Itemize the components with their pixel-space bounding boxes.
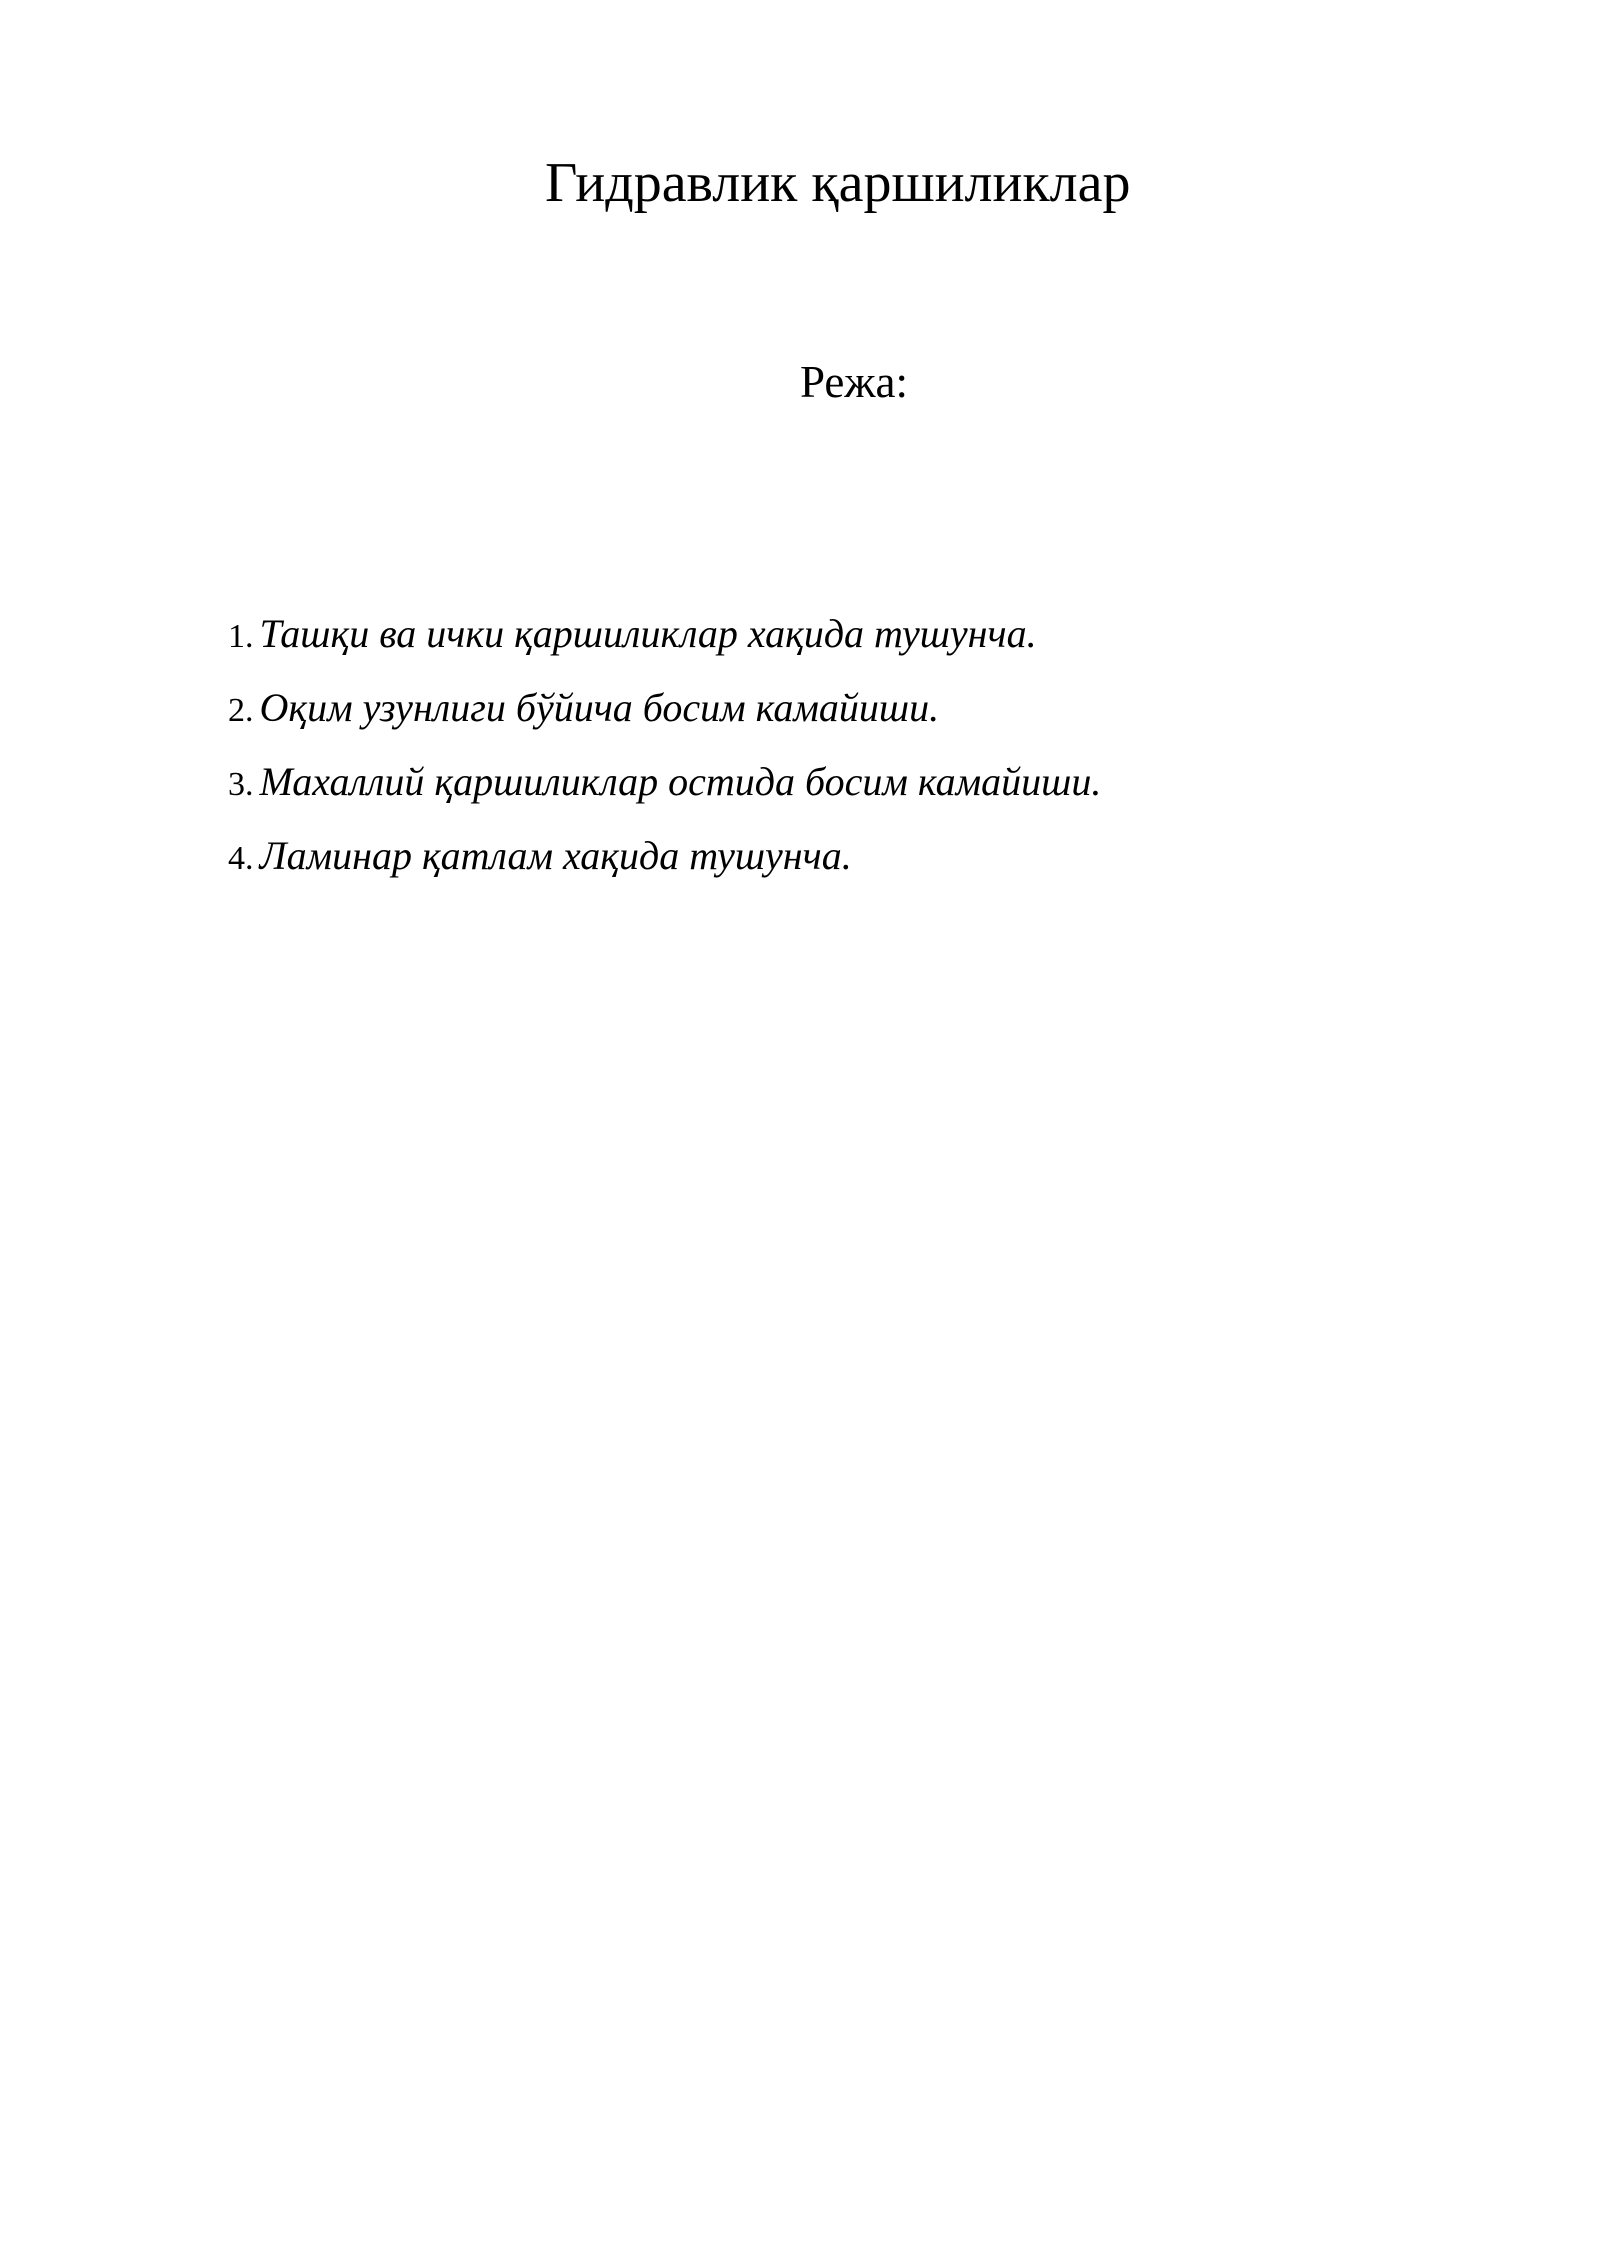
plan-heading: Режа: (800, 357, 908, 407)
plan-item-number: 3. (228, 766, 254, 803)
plan-item-number: 4. (228, 840, 254, 877)
plan-item-3 (228, 754, 1101, 828)
plan-item-text: Махаллий қаршиликлар остида босим камайиши. (259, 759, 1102, 804)
plan-item-4 (228, 828, 1101, 902)
plan-item-text: Ламинар қатлам хақида тушунча. (259, 833, 852, 878)
plan-item-number: 1. (228, 618, 254, 655)
plan-item-number: 2. (228, 692, 254, 729)
plan-item-2 (228, 680, 1101, 754)
plan-list (228, 606, 1101, 902)
plan-item-1 (228, 606, 1101, 680)
page-title: Гидравлик қаршиликлар (545, 152, 1131, 214)
plan-item-text: Ташқи ва ички қаршиликлар хақида тушунча. (259, 611, 1037, 656)
plan-item-text: Оқим узунлиги бўйича босим камайиши. (259, 685, 940, 730)
